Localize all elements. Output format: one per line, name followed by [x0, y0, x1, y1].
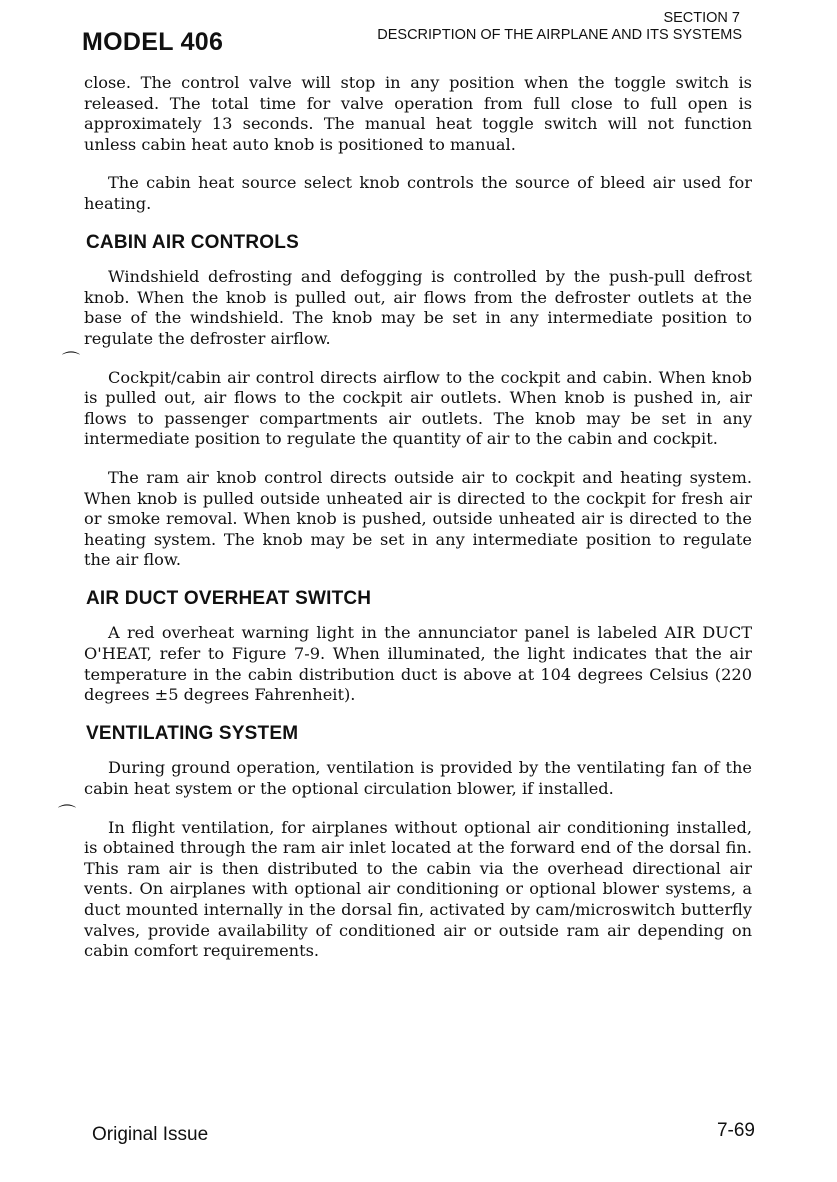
page-header	[82, 8, 742, 56]
paragraph: In flight ventilation, for airplanes without optional air conditioning installed, is obtained through the ram air inlet located at the forward end of the dorsal fin. This ram air is then distributed to the cabin via the overhead directional air vents. On airplanes with optional air conditioning or optional blower systems, a duct mounted internally in the dorsal fin, activated by cam/microswitch butterfly valves, provide availability of conditioned air or outside ram air depending on cabin comfort requirements.	[84, 817, 752, 961]
paragraph: A red overheat warning light in the annunciator panel is labeled AIR DUCT O'HEAT, refer to Figure 7-9. When illuminated, the light indicates that the air temperature in the cabin distribution duct is above at 104 degrees Celsius (220 degrees ±5 degrees Fahrenheit).	[84, 623, 752, 705]
paragraph: The cabin heat source select knob controls the source of bleed air used for heating.	[84, 173, 752, 213]
paragraph: The ram air knob control directs outside air to cockpit and heating system. When knob is pulled outside unheated air is directed to the cockpit for fresh air or smoke removal. When knob is pushed, outside unheated air is directed to the heating system. The knob may be set in any intermediate position to regulate the air flow.	[84, 467, 752, 570]
section-heading: AIR DUCT OVERHEAT SWITCH	[86, 587, 372, 609]
revision-mark: ⌒	[58, 804, 76, 825]
paragraph: Cockpit/cabin air control directs airflow to the cockpit and cabin. When knob is pulled out, air flows to the cockpit air outlets. When knob is pushed in, air flows to passenger compartments air outlets. The knob may be set in any intermediate position to regulate the quantity of air to the cabin and cockpit.	[84, 367, 752, 449]
paragraph: Windshield defrosting and defogging is controlled by the push-pull defrost knob. When the knob is pulled out, air flows from the defroster outlets at the base of the windshield. The knob may be set in any intermediate position to regulate the defroster airflow.	[84, 267, 752, 348]
page-body	[84, 73, 752, 980]
section-number: SECTION 7	[663, 10, 740, 26]
section-heading: VENTILATING SYSTEM	[86, 722, 299, 744]
section-description: DESCRIPTION OF THE AIRPLANE AND ITS SYSTEMS	[377, 27, 742, 43]
model-title: MODEL 406	[82, 28, 224, 56]
footer-issue: Original Issue	[92, 1124, 209, 1145]
section-heading: CABIN AIR CONTROLS	[86, 231, 299, 253]
page-number: 7-69	[716, 1120, 755, 1141]
paragraph: close. The control valve will stop in any position when the toggle switch is released. The total time for valve operation from full close to full open is approximately 13 seconds. The manual heat toggle switch will not function unless cabin heat auto knob is positioned to manual.	[84, 73, 752, 154]
revision-mark: ⌒	[62, 351, 80, 372]
paragraph: During ground operation, ventilation is provided by the ventilating fan of the cabin heat system or the optional circulation blower, if installed.	[84, 758, 752, 799]
